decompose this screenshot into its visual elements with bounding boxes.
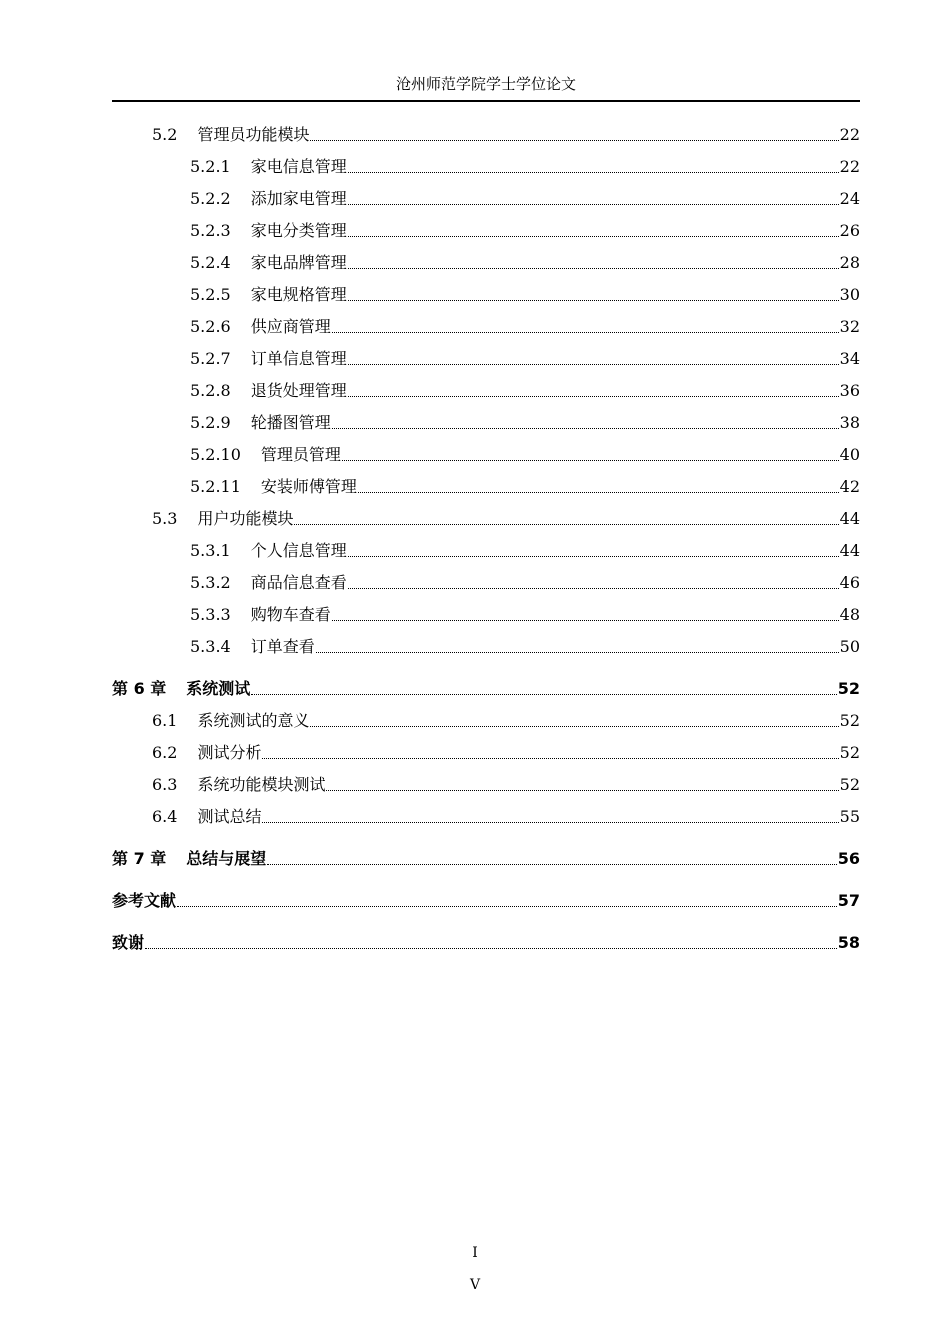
toc-entry-number: 第 6 章 [112, 679, 167, 698]
toc-entry-page: 52 [839, 711, 860, 730]
toc-entry[interactable] [112, 118, 860, 146]
toc-entry-number: 5.2 [152, 125, 178, 144]
toc-entry-number: 5.2.10 [190, 445, 241, 464]
toc-entry-number: 5.2.8 [190, 381, 231, 400]
toc-dot-leader [348, 556, 839, 557]
toc-entry-title: 系统测试 [186, 679, 251, 698]
toc-dot-leader [262, 758, 838, 759]
toc-entry-page: 36 [839, 381, 860, 400]
toc-entry-title: 家电信息管理 [250, 157, 347, 176]
toc-entry-title: 总结与展望 [186, 849, 267, 868]
toc-entry[interactable] [112, 374, 860, 402]
toc-entry-number: 6.2 [152, 743, 178, 762]
toc-entry-page: 44 [839, 509, 860, 528]
toc-dot-leader [348, 204, 839, 205]
toc-entry[interactable] [112, 150, 860, 178]
toc-dot-leader [316, 652, 839, 653]
toc-entry-title: 订单信息管理 [250, 349, 347, 368]
toc-entry[interactable] [112, 672, 860, 700]
toc-entry-number: 5.3.2 [190, 573, 231, 592]
toc-dot-leader [348, 236, 839, 237]
toc-entry-page: 38 [839, 413, 860, 432]
toc-entry-title: 测试分析 [197, 743, 262, 762]
toc-entry-page: 32 [839, 317, 860, 336]
toc-entry-title: 家电规格管理 [250, 285, 347, 304]
toc-entry-page: 30 [839, 285, 860, 304]
toc-entry[interactable] [112, 768, 860, 796]
toc-entry-page: 40 [839, 445, 860, 464]
toc-entry-page: 57 [837, 891, 860, 910]
toc-entry[interactable] [112, 884, 860, 912]
toc-entry-title: 商品信息查看 [250, 573, 347, 592]
toc-entry-page: 26 [839, 221, 860, 240]
toc-entry-page: 48 [839, 605, 860, 624]
toc-entry-page: 50 [839, 637, 860, 656]
toc-entry-page: 24 [839, 189, 860, 208]
toc-entry-title: 致谢 [112, 933, 145, 952]
toc-entry-title: 管理员管理 [260, 445, 341, 464]
toc-entry-title: 管理员功能模块 [197, 125, 310, 144]
toc-dot-leader [310, 726, 838, 727]
toc-entry[interactable] [112, 842, 860, 870]
toc-dot-leader [177, 906, 837, 907]
toc-entry-page: 34 [839, 349, 860, 368]
toc-dot-leader [358, 492, 839, 493]
toc-entry[interactable] [112, 470, 860, 498]
toc-entry-title: 安装师傅管理 [260, 477, 357, 496]
toc-entry-number: 5.3.1 [190, 541, 231, 560]
header-rule [112, 100, 860, 102]
toc-entry[interactable] [112, 736, 860, 764]
toc-entry-number: 第 7 章 [112, 849, 167, 868]
toc-entry[interactable] [112, 534, 860, 562]
toc-entry-number: 5.2.1 [190, 157, 231, 176]
toc-entry-page: 22 [839, 157, 860, 176]
toc-entry[interactable] [112, 182, 860, 210]
toc-entry[interactable] [112, 704, 860, 732]
toc-dot-leader [332, 620, 839, 621]
toc-entry-title: 轮播图管理 [250, 413, 331, 432]
toc-dot-leader [348, 364, 839, 365]
toc-entry-page: 56 [837, 849, 860, 868]
toc-entry-page: 46 [839, 573, 860, 592]
toc-entry-page: 44 [839, 541, 860, 560]
toc-entry-title: 系统测试的意义 [197, 711, 310, 730]
toc-entry[interactable] [112, 406, 860, 434]
toc-entry-number: 6.1 [152, 711, 178, 730]
toc-entry[interactable] [112, 246, 860, 274]
toc-entry-title: 用户功能模块 [197, 509, 294, 528]
toc-entry-page: 52 [837, 679, 860, 698]
toc-entry-title: 添加家电管理 [250, 189, 347, 208]
toc-dot-leader [145, 948, 837, 949]
toc-entry[interactable] [112, 502, 860, 530]
toc-entry-number: 5.2.9 [190, 413, 231, 432]
toc-dot-leader [348, 396, 839, 397]
toc-entry[interactable] [112, 926, 860, 954]
toc-dot-leader [332, 428, 839, 429]
toc-entry[interactable] [112, 278, 860, 306]
toc-entry-number: 5.2.5 [190, 285, 231, 304]
toc-entry-title: 家电分类管理 [250, 221, 347, 240]
toc-dot-leader [342, 460, 839, 461]
toc-dot-leader [267, 864, 836, 865]
toc-entry-title: 测试总结 [197, 807, 262, 826]
toc-entry[interactable] [112, 438, 860, 466]
toc-entry-page: 42 [839, 477, 860, 496]
toc-entry-title: 系统功能模块测试 [197, 775, 326, 794]
toc-entry-number: 5.2.2 [190, 189, 231, 208]
toc-dot-leader [310, 140, 838, 141]
toc-entry[interactable] [112, 566, 860, 594]
toc-entry-title: 退货处理管理 [250, 381, 347, 400]
toc-entry[interactable] [112, 342, 860, 370]
toc-entry[interactable] [112, 630, 860, 658]
toc-dot-leader [348, 588, 839, 589]
toc-entry-number: 6.4 [152, 807, 178, 826]
toc-dot-leader [348, 268, 839, 269]
toc-entry-number: 6.3 [152, 775, 178, 794]
toc-entry-number: 5.2.7 [190, 349, 231, 368]
toc-entry[interactable] [112, 800, 860, 828]
toc-dot-leader [251, 694, 836, 695]
toc-entry-title: 家电品牌管理 [250, 253, 347, 272]
toc-entry-title: 购物车查看 [250, 605, 331, 624]
toc-entry-number: 5.2.6 [190, 317, 231, 336]
toc-entry-number: 5.3.4 [190, 637, 231, 656]
toc-entry-page: 52 [839, 775, 860, 794]
toc-entry[interactable] [112, 310, 860, 338]
toc-dot-leader [262, 822, 838, 823]
toc-dot-leader [326, 790, 838, 791]
toc-entry-page: 52 [839, 743, 860, 762]
toc-entry-title: 订单查看 [250, 637, 315, 656]
page-number-roman: I [472, 1245, 478, 1261]
toc-dot-leader [348, 172, 839, 173]
toc-entry-number: 5.2.4 [190, 253, 231, 272]
toc-entry[interactable] [112, 598, 860, 626]
toc-dot-leader [348, 300, 839, 301]
toc-entry-number: 5.2.3 [190, 221, 231, 240]
toc-entry-title: 个人信息管理 [250, 541, 347, 560]
toc-entry-page: 28 [839, 253, 860, 272]
page-number-letter: V [469, 1277, 481, 1293]
toc-entry-title: 参考文献 [112, 891, 177, 910]
toc-dot-leader [294, 524, 838, 525]
toc-entry-title: 供应商管理 [250, 317, 331, 336]
toc-entry-page: 55 [839, 807, 860, 826]
toc-entry[interactable] [112, 214, 860, 242]
toc-entry-number: 5.3 [152, 509, 178, 528]
toc-entry-page: 58 [837, 933, 860, 952]
toc-dot-leader [332, 332, 839, 333]
toc-entry-page: 22 [839, 125, 860, 144]
toc-entry-number: 5.2.11 [190, 477, 241, 496]
toc-entry-number: 5.3.3 [190, 605, 231, 624]
running-header: 沧州师范学院学士学位论文 [395, 75, 576, 93]
